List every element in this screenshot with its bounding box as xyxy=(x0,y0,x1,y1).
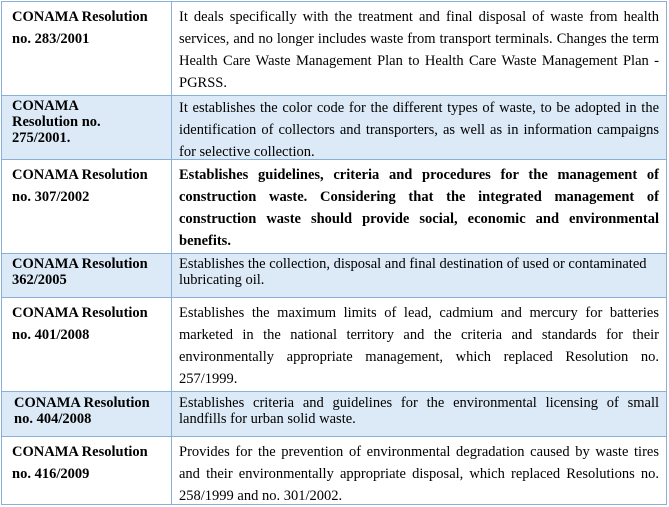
resolution-cell: CONAMA Resolution 362/2005 xyxy=(12,256,148,288)
table-row xyxy=(2,436,666,504)
description-cell: It deals specifically with the treatment and final disposal of waste from health services, and no longer includes waste from transport terminals. Changes the term Health Care Waste Management Plan to Health Care Waste Management Plan - PGRSS. xyxy=(179,9,659,91)
description-cell: Establishes guidelines, criteria and procedures for the management of construction waste. Considering that the integrated management of construction waste should provide social, economic and environmental benefits. xyxy=(179,167,659,249)
description-cell: Provides for the prevention of environmental degradation caused by waste tires and their environmentally appropriate disposal, which replaced Resolutions no. 258/1999 and no. 301/2002. xyxy=(179,444,659,504)
table-row xyxy=(2,159,666,253)
table-row xyxy=(2,95,666,159)
resolution-cell: CONAMA Resolution no. 404/2008 xyxy=(14,395,150,427)
table-row xyxy=(2,391,666,436)
table-row xyxy=(2,297,666,391)
resolution-cell: CONAMA Resolution no. 307/2002 xyxy=(12,167,148,205)
table-row xyxy=(2,253,666,297)
resolutions-table xyxy=(1,1,667,505)
table-row xyxy=(2,2,666,95)
description-cell: Establishes criteria and guidelines for the environmental licensing of small landfills for urban solid waste. xyxy=(179,395,659,427)
resolution-cell: CONAMA Resolution no. 401/2008 xyxy=(12,305,148,343)
resolution-cell: CONAMA Resolution no. 283/2001 xyxy=(12,9,148,47)
description-cell: Establishes the collection, disposal and final destination of used or contaminated lubricating oil. xyxy=(179,256,647,288)
resolution-cell: CONAMA Resolution no. 416/2009 xyxy=(12,444,148,482)
description-cell: Establishes the maximum limits of lead, cadmium and mercury for batteries marketed in the national territory and the criteria and standards for their environmentally appropriate management, which replaced Resolution no. 257/1999. xyxy=(179,305,659,387)
resolution-cell: CONAMA Resolution no. 275/2001. xyxy=(12,98,101,146)
column-divider xyxy=(171,2,172,504)
description-cell: It establishes the color code for the different types of waste, to be adopted in the identification of collectors and transporters, as well as in information campaigns for selective collection. xyxy=(179,100,659,160)
